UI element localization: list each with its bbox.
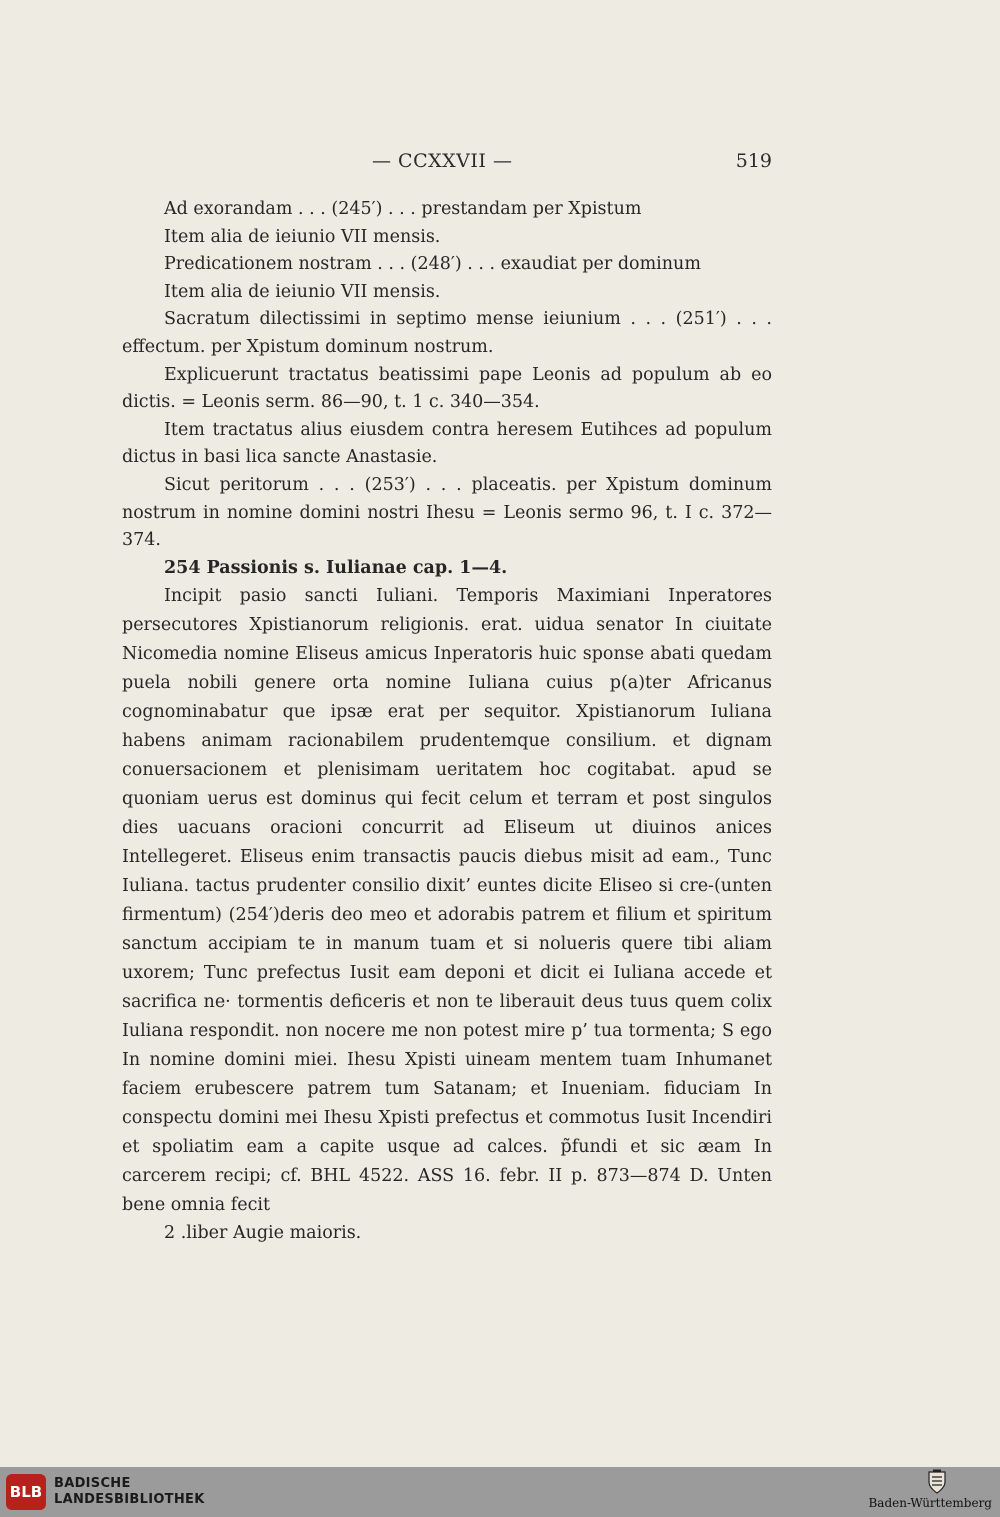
coat-of-arms-icon <box>926 1469 948 1495</box>
running-title: — CCXXVII — <box>372 150 513 172</box>
partner-label: Baden-Württemberg <box>868 1496 992 1510</box>
paragraph: Incipit pasio sancti Iuliani. Temporis Maximiani Inperatores persecutores Xpistianorum religionis. erat. uidua senator In ciuitate Nicomedia nomine Eliseus amicus Inperatoris huic sponse abati quedam puela nobili genere orta nomine Iuliana cuius p(a)ter Africanus cognominabatur que ipsæ erat per sequitor. Xpistianorum Iuliana habens animam racionabilem prudentemque consilium. et dignam conuersacionem et plenisimam ueritatem hoc cogitabat. apud se quoniam uerus est dominus qui fecit celum et terram et post singulos dies uacuans oracioni concurrit ad Eliseum ut diuinos anices Intellegeret. Eliseus enim transactis paucis diebus misit ad eam., Tunc Iuliana. tactus prudenter consilio dixit’ euntes dicite Eliseo si cre-(unten firmentum) (254′)deris deo meo et adorabis patrem et filium et spiritum sanctum accipiam te in manum tuam et si nolueris quere tibi aliam uxorem; Tunc prefectus Iusit eam deponi et dicit ei Iuliana accede et sacrifica ne· tormentis deficeris et non te liberauit deus tuus quem colix Iuliana respondit. non nocere me non potest mire p’ tua tormenta; S ego In nomine domini miei. Ihesu Xpisti uineam mentem tuam Inhumanet faciem erubescere patrem tum Satanam; et Inueniam. fiduciam In conspectu domini mei Ihesu Xpisti prefectus et commotus Iusit Incendiri et spoliatim eam a capite usque ad calces. p̃fundi et sic æam In carcerem recipi; cf. BHL 4522. ASS 16. febr. II p. 873—874 D. Unten bene omnia fecit <box>122 586 772 1216</box>
paragraph: Item alia de ieiunio VII mensis. <box>164 226 441 247</box>
blb-logo[interactable]: BLB <box>6 1474 46 1510</box>
paragraph: Item tractatus alius eiusdem contra heresem Eutihces ad populum dictus in basi lica sancte Anastasie. <box>122 419 772 468</box>
section-heading: 254 Passionis s. Iulianae cap. 1—4. <box>164 557 508 578</box>
library-name-line1: BADISCHE <box>54 1476 131 1491</box>
paragraph: Sacratum dilectissimi in septimo mense ieiunium . . . (251′) . . . effectum. per Xpistum dominum nostrum. <box>122 309 772 357</box>
paragraph: Predicationem nostram . . . (248′) . . . exaudiat per dominum <box>164 254 701 275</box>
body-text <box>122 196 772 1248</box>
viewer-footer <box>0 1467 1000 1517</box>
paragraph: Ad exorandam . . . (245′) . . . prestandam per Xpistum <box>164 199 642 219</box>
page-number: 519 <box>735 150 772 172</box>
paragraph: 2 .liber Augie maioris. <box>164 1223 362 1244</box>
paragraph: Explicuerunt tractatus beatissimi pape Leonis ad populum ab eo dictis. = Leonis serm. 86—90, t. 1 c. 340—354. <box>122 364 772 413</box>
page-header <box>122 150 772 178</box>
library-name[interactable] <box>54 1476 205 1508</box>
paragraph: Sicut peritorum . . . (253′) . . . placeatis. per Xpistum dominum nostrum in nomine domini nostri Ihesu = Leonis sermo 96, t. I c. 372—374. <box>122 474 772 551</box>
library-name-line2: LANDESBIBLIOTHEK <box>54 1492 205 1507</box>
paragraph: Item alia de ieiunio VII mensis. <box>164 281 441 302</box>
